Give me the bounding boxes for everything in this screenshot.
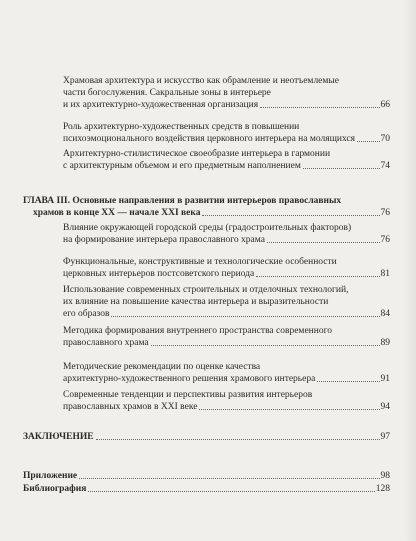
page-number: 128	[375, 484, 390, 494]
toc-entry-line: Методика формирования внутреннего пространства современного	[63, 326, 332, 336]
toc-entry-line: Современные тенденции и перспективы развития интерьеров	[63, 390, 313, 400]
page-number: 66	[380, 100, 390, 110]
toc-bibliography-label: Библиография	[23, 484, 87, 494]
toc-entry-last-line	[63, 401, 390, 413]
toc-entry-text: архитектурно-художественного решения храмового интерьера	[63, 374, 316, 384]
toc-entry	[63, 389, 390, 413]
chapter-title-last-line	[23, 207, 390, 219]
leader-dots	[256, 276, 379, 277]
toc-entry-last-line	[63, 337, 390, 349]
toc-entry-text: с архитектурным объемом и его предметным наполнением	[63, 161, 301, 171]
toc-entry	[63, 148, 390, 172]
toc-entry-last-line	[63, 133, 390, 145]
leader-dots	[151, 345, 380, 346]
page-edge-shadow	[404, 0, 416, 541]
toc-entry-line: Влияние окружающей городской среды (градостроительных факторов)	[63, 223, 352, 233]
page-number: 84	[380, 309, 390, 319]
page-number: 76	[380, 208, 390, 218]
toc-entry-line: их влияние на повышение качества интерьера и выразительности	[63, 297, 329, 307]
leader-dots	[267, 242, 380, 243]
chapter-title-text: храмов в конце XX — начале XXI века	[33, 208, 201, 218]
page-number: 89	[380, 338, 390, 348]
toc-entry-last-line	[63, 308, 390, 320]
toc-entry-last-line	[63, 373, 390, 385]
leader-dots	[79, 478, 379, 479]
chapter-heading	[23, 195, 390, 219]
toc-conclusion	[23, 431, 390, 443]
toc-entry-line: Методические рекомендации по оценке качества	[63, 362, 261, 372]
leader-dots	[260, 107, 379, 108]
leader-dots	[357, 141, 379, 142]
toc-entry-line: части богослужения. Сакральные зоны в интерьере	[63, 88, 271, 98]
toc-appendix-label: Приложение	[23, 471, 78, 481]
toc-entry	[63, 121, 390, 145]
toc-entry	[63, 75, 390, 111]
toc-conclusion-label: ЗАКЛЮЧЕНИЕ	[23, 432, 94, 442]
toc-entry-text: православных храмов в XXI веке	[63, 402, 198, 412]
page-number: 97	[380, 432, 390, 442]
page-number: 76	[380, 235, 390, 245]
toc-entry-last-line	[63, 160, 390, 172]
toc-entry-last-line	[63, 234, 390, 246]
toc-entry-text: православного храма	[63, 338, 149, 348]
toc-entry-last-line	[63, 99, 390, 111]
toc-entry-line: Использование современных строительных и отделочных технологий,	[63, 285, 349, 295]
page-number: 91	[380, 374, 390, 384]
toc-appendix-line	[23, 470, 390, 482]
toc-entry	[63, 361, 390, 385]
toc-entry-line: Функциональные, конструктивные и технологические особенности	[63, 257, 337, 267]
leader-dots	[96, 439, 380, 440]
toc-entry	[63, 222, 390, 246]
toc-entry-text: его образов	[63, 309, 110, 319]
chapter-title-line: ГЛАВА III. Основные направления в развитии интерьеров православных	[23, 196, 342, 206]
toc-entry-text: и их архитектурно-художественная организация	[63, 100, 259, 110]
page-number: 94	[380, 402, 390, 412]
leader-dots	[303, 168, 380, 169]
leader-dots	[202, 215, 379, 216]
toc-entry-line: Архитектурно-стилистическое своеобразие интерьера в гармонии	[63, 149, 331, 159]
toc-entry-line: Храмовая архитектура и искусство как обрамление и неотъемлемые	[63, 76, 340, 86]
toc-entry-text: психоэмоционального воздействия церковного интерьера на молящихся	[63, 134, 356, 144]
toc-entry	[63, 325, 390, 349]
toc-entry-last-line	[63, 268, 390, 280]
leader-dots	[317, 381, 379, 382]
toc-entry-text: на формирование интерьера православного храма	[63, 235, 265, 245]
leader-dots	[111, 316, 379, 317]
toc-entry-line: Роль архитектурно-художественных средств в повышении	[63, 122, 300, 132]
leader-dots	[199, 409, 379, 410]
leader-dots	[88, 491, 374, 492]
page-number: 81	[380, 269, 390, 279]
page-number: 98	[380, 471, 390, 481]
page-number: 74	[380, 161, 390, 171]
toc-appendix	[23, 470, 390, 482]
toc-entry	[63, 256, 390, 280]
toc-entry-text: церковных интерьеров постсоветского периода	[63, 269, 255, 279]
toc-conclusion-line	[23, 431, 390, 443]
toc-bibliography-line	[23, 483, 390, 495]
toc-bibliography	[23, 483, 390, 495]
page-number: 70	[380, 134, 390, 144]
toc-entry	[63, 284, 390, 320]
